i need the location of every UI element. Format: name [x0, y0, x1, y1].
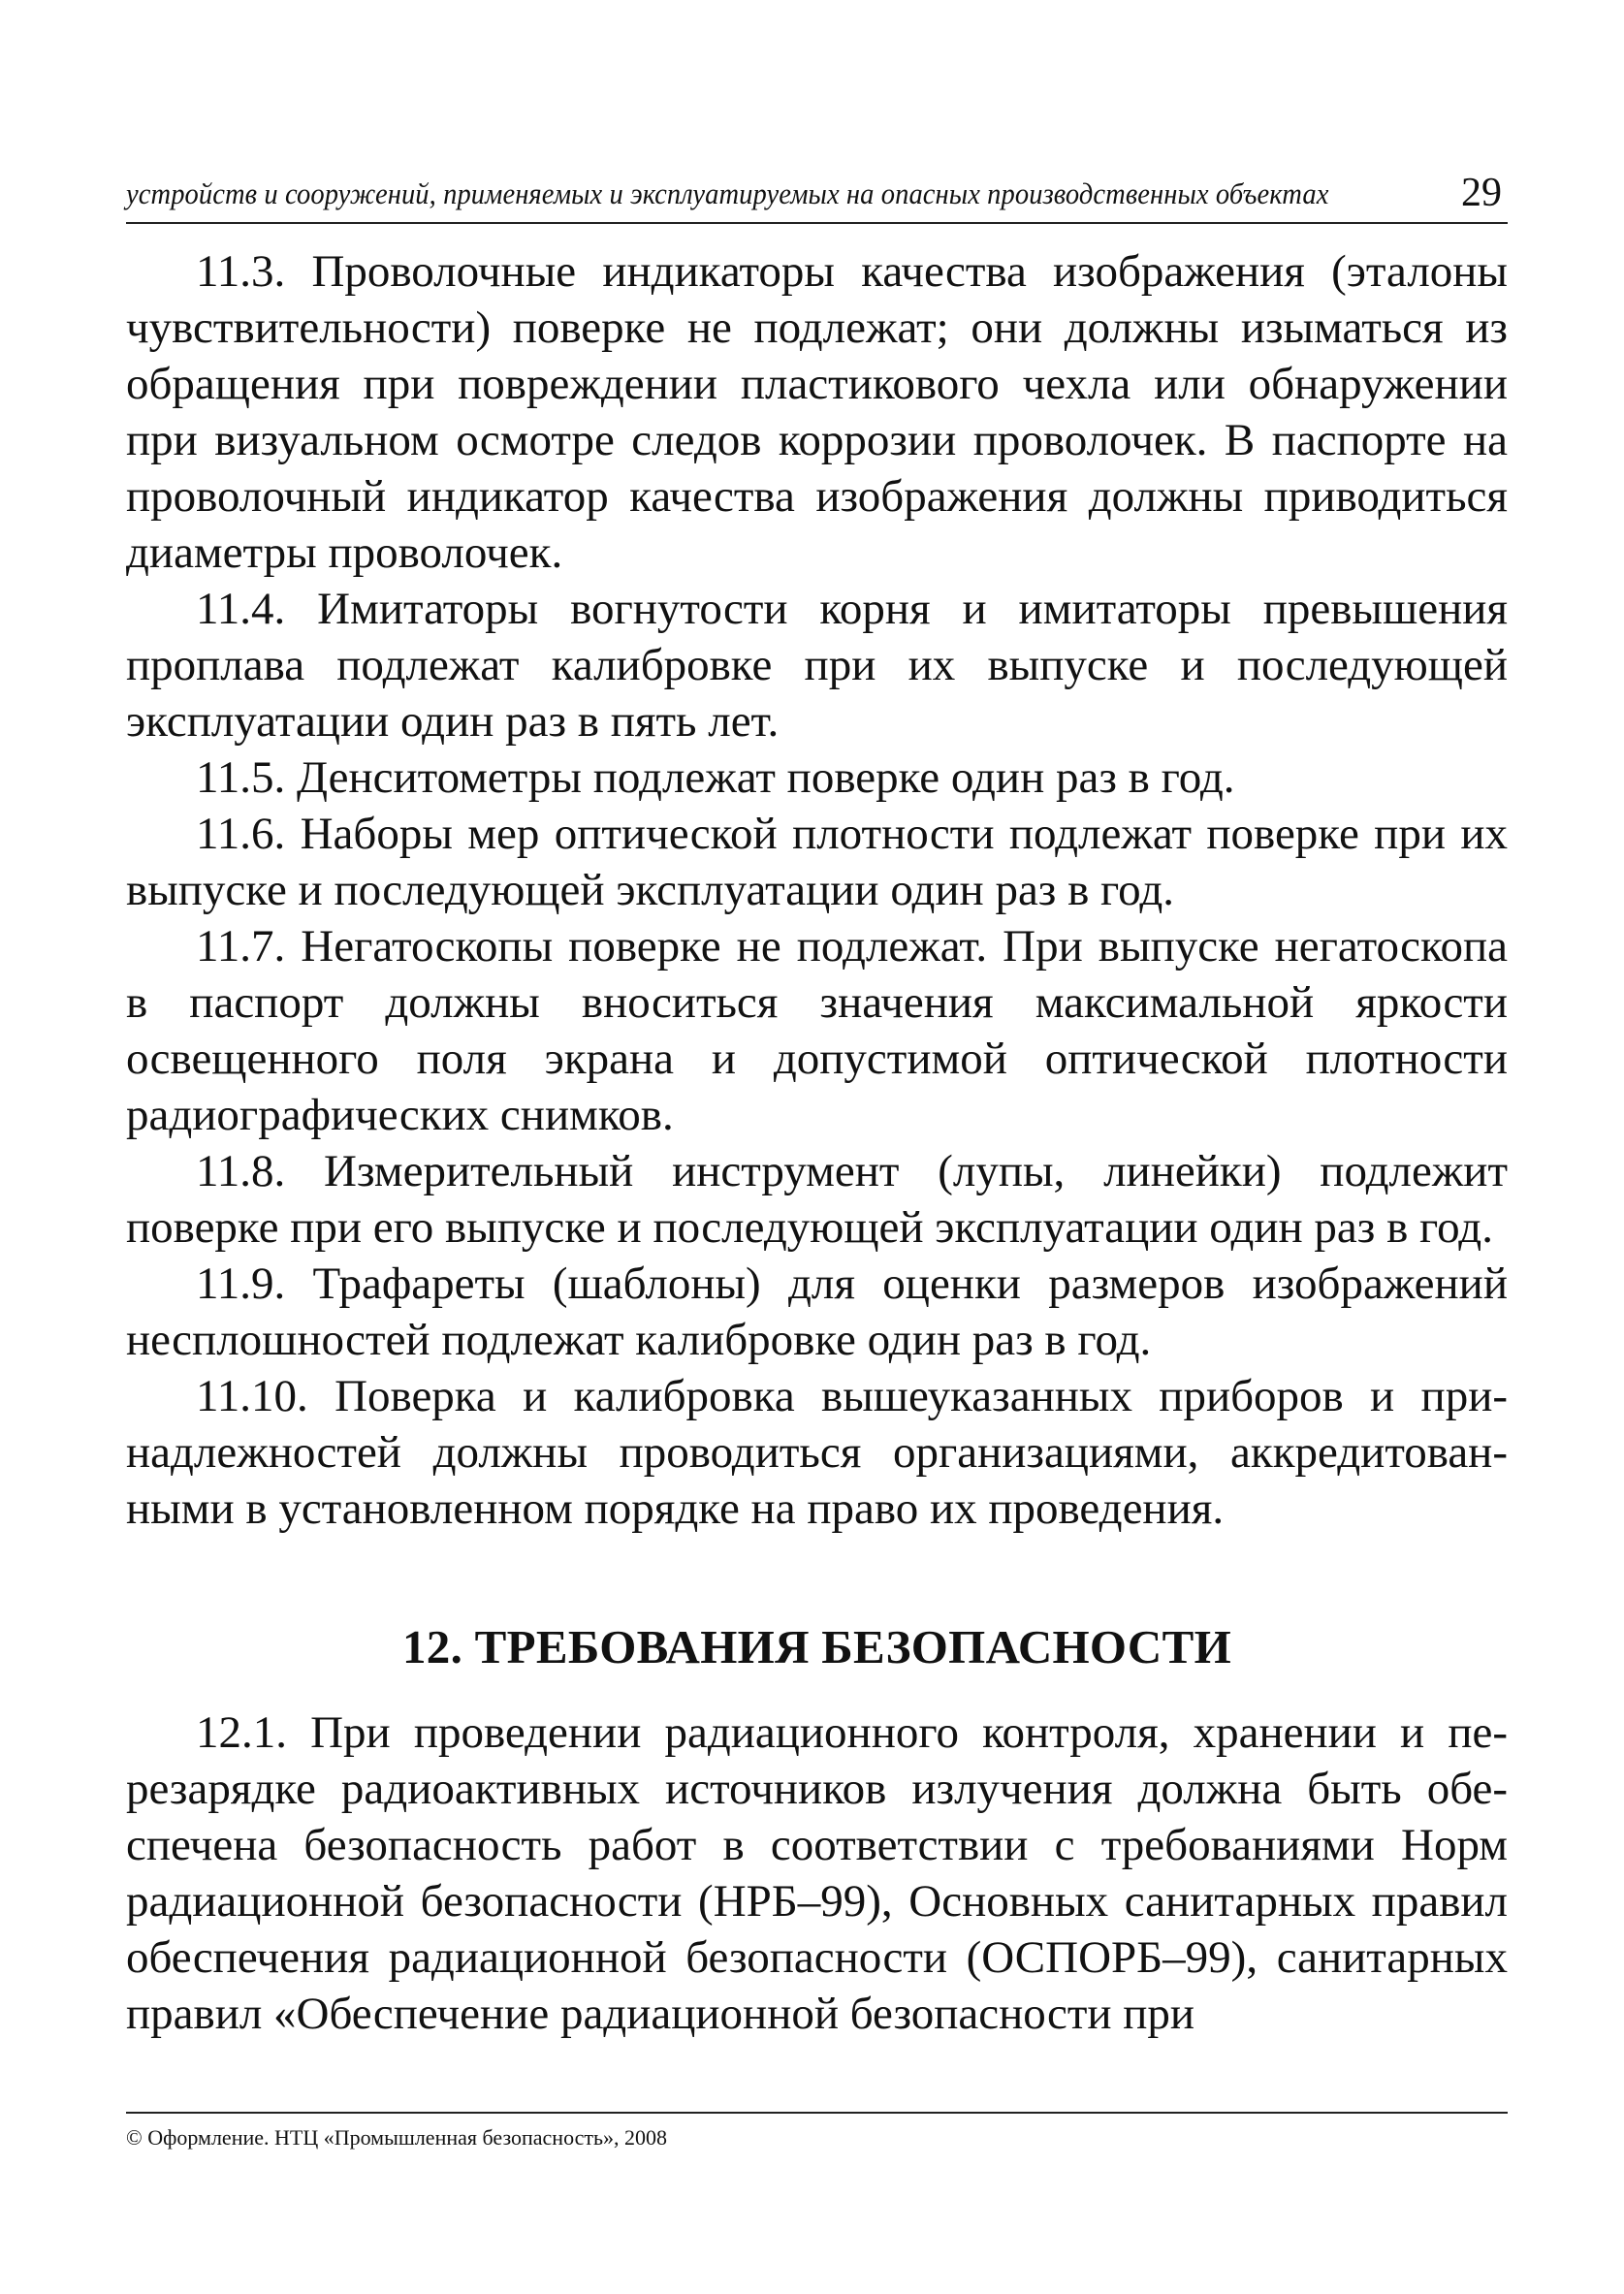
page-header [126, 171, 1508, 225]
header-rule [126, 222, 1508, 224]
paragraph-11-10: 11.10. Поверка и калибровка вышеуказанных приборов и принадлежностей должны проводиться организациями, аккредитованными в установленном порядке на право их проведения. [126, 1371, 1508, 1534]
footer-copyright: © Оформление. НТЦ «Промышленная безопасность», 2008 [126, 2125, 668, 2150]
page-body [126, 243, 1508, 2042]
paragraph-11-8: 11.8. Измерительный инструмент (лупы, линейки) подлежит поверке при его выпуске и последующей эксплуатации один раз в год. [126, 1146, 1508, 1253]
paragraph-11-4: 11.4. Имитаторы вогнутости корня и имитаторы превышения проплава подлежат калибровке при их выпуске и последующей эксплуатации один раз в пять лет. [126, 584, 1508, 747]
paragraph-11-3: 11.3. Проволочные индикаторы качества изображения (эталоны чувствительности) поверке не подлежат; они должны изыматься из обращения при повреждении пластикового чехла или обнаружении при визуальном осмотре следов коррозии проволочек. В паспорте на проволочный индикатор качества изображения должны приводиться диаметры проволочек. [126, 246, 1508, 578]
paragraph-11-5: 11.5. Денситометры подлежат поверке один раз в год. [196, 752, 1235, 803]
page-number: 29 [1461, 171, 1502, 215]
paragraph-11-7: 11.7. Негатоскопы поверке не подлежат. При выпуске негатоскопа в паспорт должны вноситься значения максимальной яркости освещенного поля экрана и допустимой оптической плотности радиографических снимков. [126, 921, 1508, 1140]
paragraph-11-9: 11.9. Трафареты (шаблоны) для оценки размеров изображений несплошностей подлежат калибровке один раз в год. [126, 1259, 1508, 1365]
section-title: 12. ТРЕБОВАНИЯ БЕЗОПАСНОСТИ [401, 1620, 1232, 1673]
footer-rule [126, 2112, 1508, 2114]
running-title: устройств и сооружений, применяемых и эксплуатируемых на опасных производственных объектах [126, 176, 1329, 210]
paragraph-12-1: 12.1. При проведении радиационного контроля, хранении и перезарядке радиоактивных источников излучения должна быть обеспечена безопасность работ в соответствии с требованиями Норм радиационной безопасности (НРБ–99), Основных санитарных правил обеспечения радиационной безопасности (ОСПОРБ–99), санитарных правил «Обеспечение радиационной безопасности при [126, 1707, 1508, 2039]
paragraph-11-6: 11.6. Наборы мер оптической плотности подлежат поверке при их выпуске и последующей эксплуатации один раз в год. [126, 809, 1508, 915]
